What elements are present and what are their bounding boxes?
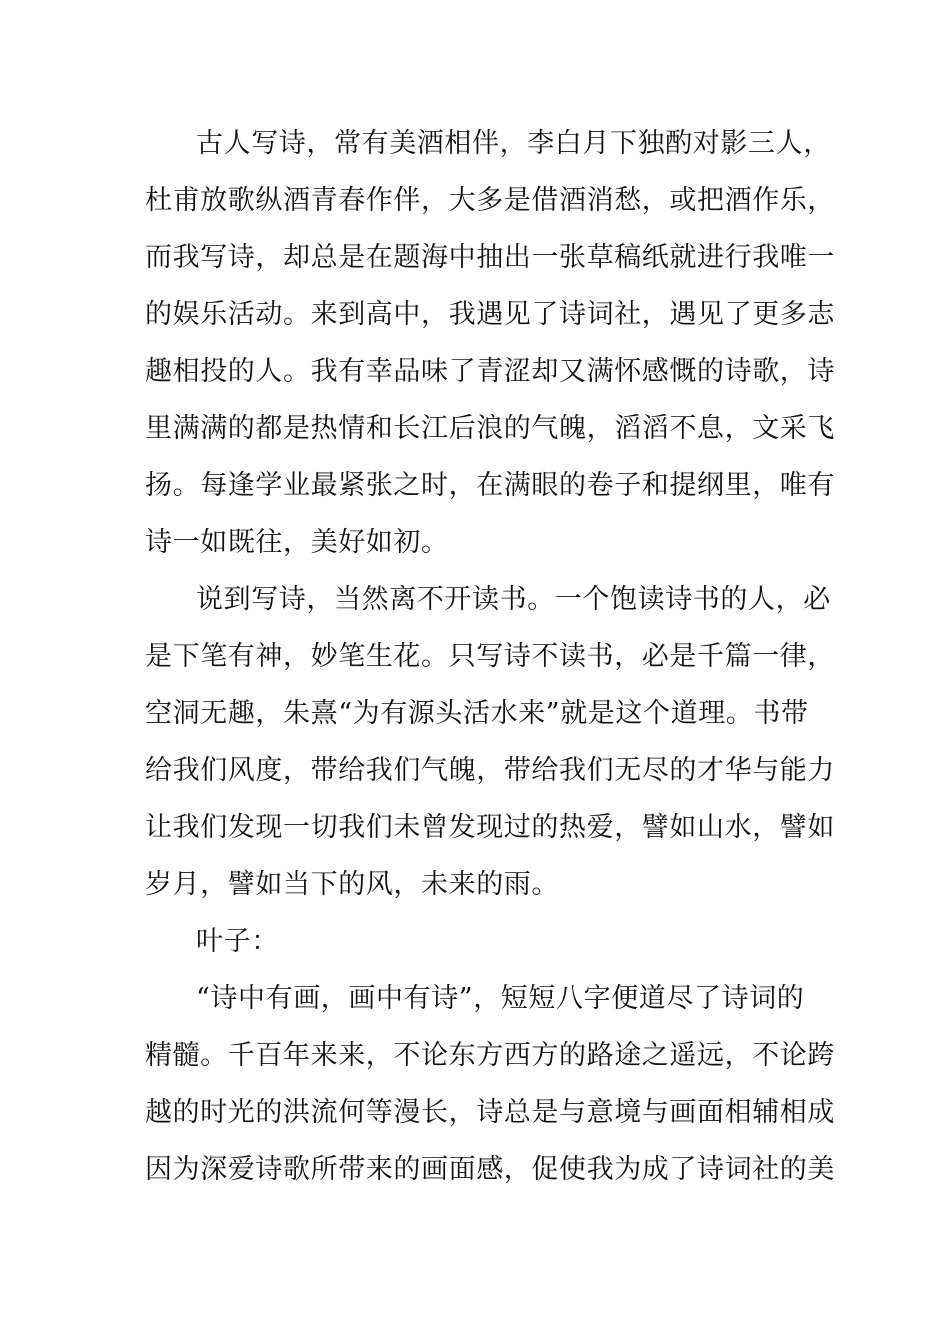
- text-line: “诗中有画，画中有诗”，短短八字便道尽了诗词的: [196, 983, 805, 1014]
- text-line: 让我们发现一切我们未曾发现过的热爱，譬如山水，譬如: [145, 812, 835, 843]
- text-line: 而我写诗，却总是在题海中抽出一张草稿纸就进行我唯一: [145, 242, 835, 273]
- text-line: 扬。每逢学业最紧张之时，在满眼的卷子和提纲里，唯有: [145, 470, 835, 501]
- text-line: 说到写诗，当然离不开读书。一个饱读诗书的人，必: [196, 584, 831, 615]
- text-line: 给我们风度，带给我们气魄，带给我们无尽的才华与能力: [145, 755, 835, 786]
- speaker-label: 叶子：: [196, 926, 279, 957]
- text-line: 因为深爱诗歌所带来的画面感，促使我为成了诗词社的美: [145, 1154, 835, 1185]
- text-line: 趣相投的人。我有幸品味了青涩却又满怀感慨的诗歌，诗: [145, 356, 835, 387]
- text-line: 杜甫放歌纵酒青春作伴，大多是借酒消愁，或把酒作乐，: [145, 185, 835, 216]
- text-line: 古人写诗，常有美酒相伴，李白月下独酌对影三人，: [196, 128, 831, 159]
- text-line: 是下笔有神，妙笔生花。只写诗不读书，必是千篇一律，: [145, 641, 835, 672]
- text-line: 诗一如既往，美好如初。: [145, 527, 449, 558]
- text-line: 的娱乐活动。来到高中，我遇见了诗词社，遇见了更多志: [145, 299, 835, 330]
- text-line: 里满满的都是热情和长江后浪的气魄，滔滔不息，文采飞: [145, 413, 835, 444]
- text-line: 岁月，譬如当下的风，未来的雨。: [145, 869, 559, 900]
- text-line: 越的时光的洪流何等漫长，诗总是与意境与画面相辅相成: [145, 1097, 835, 1128]
- text-line: 空洞无趣，朱熹“为有源头活水来”就是这个道理。书带: [145, 698, 809, 729]
- text-line: 精髓。千百年来来，不论东方西方的路途之遥远，不论跨: [145, 1040, 835, 1071]
